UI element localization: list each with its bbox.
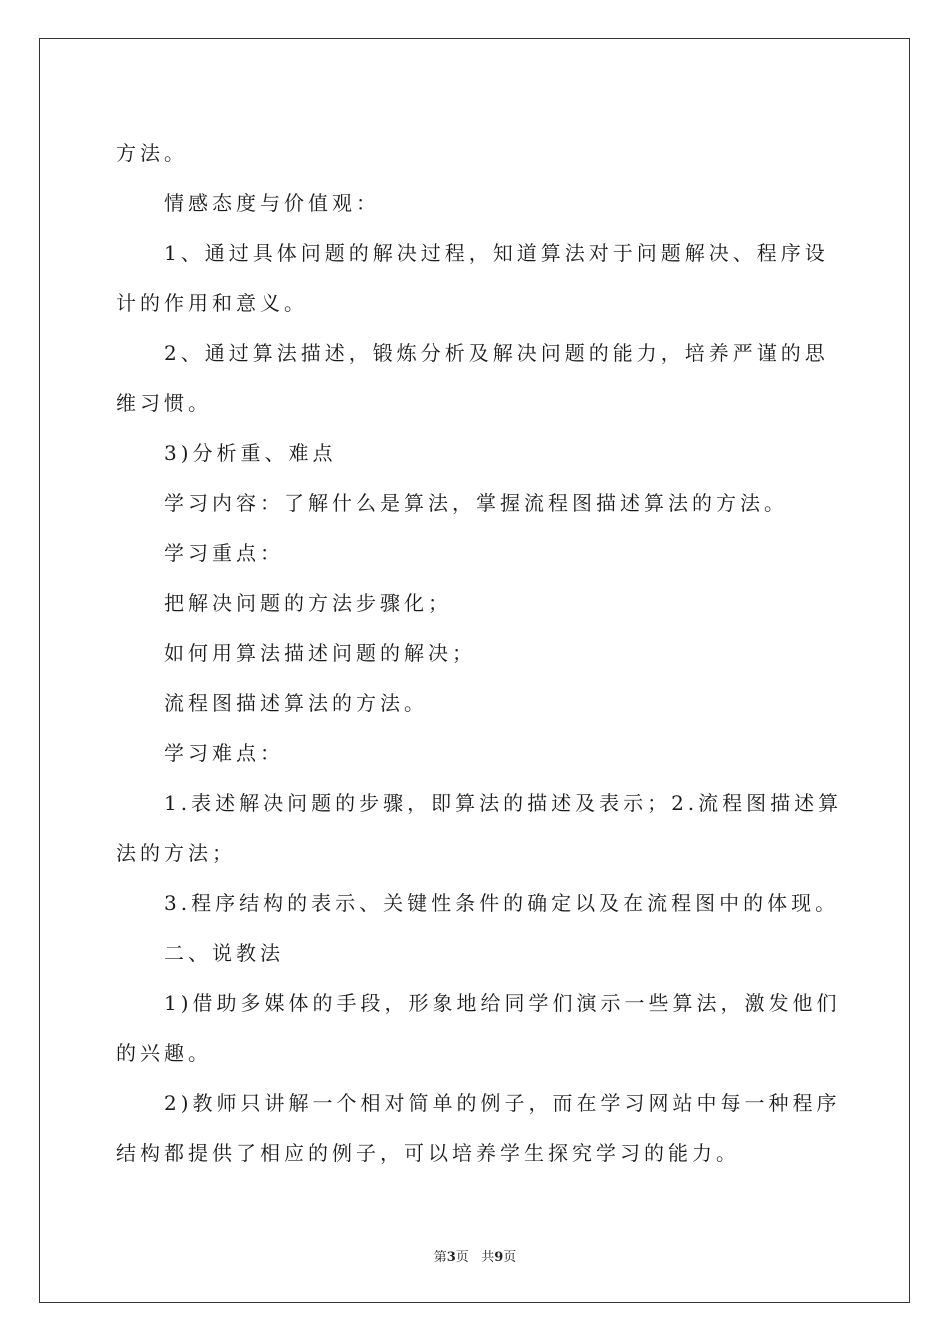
- text-line: 学习重点：: [164, 541, 284, 565]
- footer-page-number: 3: [446, 1250, 456, 1265]
- text-line: 学习难点：: [164, 741, 284, 765]
- text-line: 的兴趣。: [116, 1041, 212, 1065]
- page-footer: [0, 1246, 950, 1265]
- text-line: 学习内容：了解什么是算法，掌握流程图描述算法的方法。: [164, 491, 788, 515]
- text-line: 1)借助多媒体的手段，形象地给同学们演示一些算法，激发他们: [164, 991, 841, 1015]
- text-line: 维习惯。: [116, 391, 212, 415]
- text-line: 3.程序结构的表示、关键性条件的确定以及在流程图中的体现。: [164, 891, 840, 915]
- footer-page-prefix: 第: [433, 1250, 447, 1265]
- text-line: 2)教师只讲解一个相对简单的例子，而在学习网站中每一种程序: [164, 1091, 841, 1115]
- text-line: 法的方法；: [116, 841, 236, 865]
- footer-total-suffix: 页: [503, 1250, 517, 1265]
- footer-total-pages: 9: [494, 1250, 504, 1265]
- text-line: 3)分析重、难点: [164, 441, 337, 465]
- text-line: 2、通过算法描述，锻炼分析及解决问题的能力，培养严谨的思: [164, 341, 829, 365]
- text-line: 计的作用和意义。: [116, 291, 308, 315]
- text-line: 如何用算法描述问题的解决；: [164, 641, 476, 665]
- document-body: [116, 128, 843, 1178]
- text-line: 1.表述解决问题的步骤，即算法的描述及表示；2.流程图描述算: [164, 791, 843, 815]
- text-line: 1、通过具体问题的解决过程，知道算法对于问题解决、程序设: [164, 241, 829, 265]
- text-line: 把解决问题的方法步骤化；: [164, 591, 452, 615]
- text-line: 二、说教法: [164, 941, 284, 965]
- footer-page-suffix: 页: [455, 1250, 469, 1265]
- text-line: 流程图描述算法的方法。: [164, 691, 428, 715]
- text-line: 情感态度与价值观：: [164, 191, 380, 215]
- text-line: 结构都提供了相应的例子，可以培养学生探究学习的能力。: [116, 1141, 740, 1165]
- text-line: 方法。: [116, 141, 188, 165]
- footer-total-prefix: 共: [481, 1250, 495, 1265]
